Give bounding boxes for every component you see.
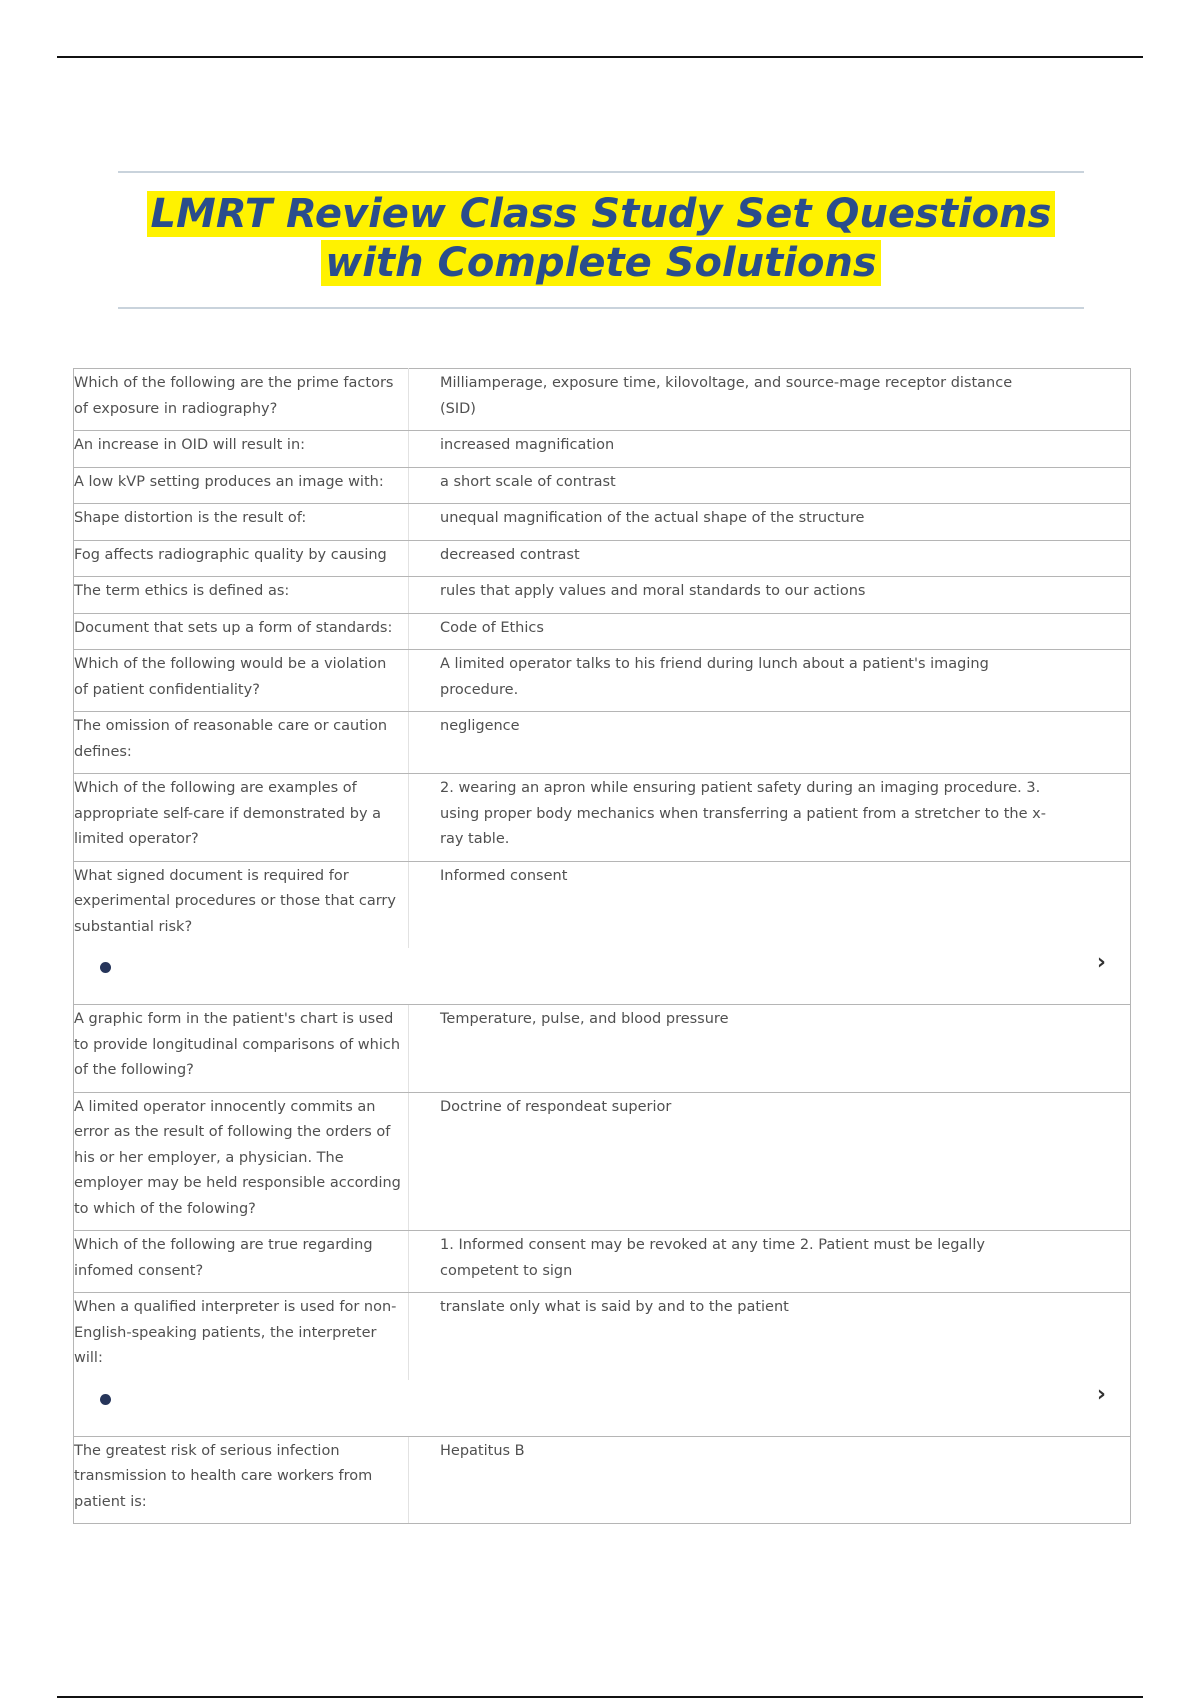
table-row — [74, 650, 1131, 712]
title-bottom-divider — [118, 307, 1084, 309]
answer-cell: 2. wearing an apron while ensuring patient safety during an imaging procedure. 3. using proper body mechanics when transferring a patient from a stretcher to the x-ray table. — [409, 774, 1131, 862]
row-inner — [74, 1293, 1130, 1380]
question-cell: A low kVP setting produces an image with: — [74, 467, 409, 504]
table-row — [74, 369, 1131, 431]
table-row — [74, 467, 1131, 504]
table-row — [74, 504, 1131, 541]
answer-cell: 1. Informed consent may be revoked at any time 2. Patient must be legally competent to sign — [409, 1231, 1131, 1293]
row-footer — [74, 948, 1130, 1004]
answer-cell: A limited operator talks to his friend during lunch about a patient's imaging procedure. — [409, 650, 1131, 712]
chevron-right-icon[interactable]: › — [1096, 950, 1106, 975]
answer-cell: a short scale of contrast — [409, 467, 1131, 504]
table-row — [74, 1092, 1131, 1231]
table-row — [74, 540, 1131, 577]
title-line-1: LMRT Review Class Study Set Questions — [147, 191, 1056, 237]
table-row — [74, 861, 1131, 1005]
question-cell: What signed document is required for experimental procedures or those that carry substantial risk? — [74, 862, 409, 949]
answer-cell: Informed consent — [409, 862, 1131, 949]
table-row — [74, 712, 1131, 774]
question-cell: The omission of reasonable care or caution defines: — [74, 712, 409, 774]
answer-cell: Temperature, pulse, and blood pressure — [409, 1005, 1131, 1093]
row-footer — [74, 1380, 1130, 1436]
table-row — [74, 1436, 1131, 1524]
answer-cell: Code of Ethics — [409, 613, 1131, 650]
question-cell: The greatest risk of serious infection transmission to health care workers from patient is: — [74, 1436, 409, 1524]
question-cell: Shape distortion is the result of: — [74, 504, 409, 541]
table-row — [74, 1005, 1131, 1093]
question-cell: Fog affects radiographic quality by causing — [74, 540, 409, 577]
question-cell: Which of the following would be a violation of patient confidentiality? — [74, 650, 409, 712]
answer-cell: negligence — [409, 712, 1131, 774]
page-top-rule — [57, 56, 1143, 58]
document-title — [118, 190, 1084, 288]
question-cell: Document that sets up a form of standards: — [74, 613, 409, 650]
answer-cell: decreased contrast — [409, 540, 1131, 577]
question-cell: When a qualified interpreter is used for non-English-speaking patients, the interpreter will: — [74, 1293, 409, 1380]
chevron-right-icon[interactable]: › — [1096, 1381, 1106, 1407]
qa-table — [73, 368, 1131, 1524]
title-top-divider — [118, 171, 1084, 173]
table-row-wrapper — [74, 861, 1131, 1005]
question-cell: A limited operator innocently commits an error as the result of following the orders of his or her employer, a physician. The employer may be held responsible according to which of the folowing? — [74, 1092, 409, 1231]
title-line-2: with Complete Solutions — [321, 240, 880, 286]
table-row — [74, 613, 1131, 650]
answer-cell: increased magnification — [409, 431, 1131, 468]
table-row — [74, 577, 1131, 614]
table-row — [74, 774, 1131, 862]
table-row — [74, 431, 1131, 468]
row-inner-table — [74, 1293, 1130, 1380]
row-inner — [74, 862, 1130, 949]
answer-cell: unequal magnification of the actual shape of the structure — [409, 504, 1131, 541]
bullet-dot-icon — [100, 962, 111, 973]
bullet-dot-icon — [100, 1394, 111, 1405]
page-bottom-rule — [57, 1696, 1143, 1698]
question-cell: Which of the following are examples of appropriate self-care if demonstrated by a limited operator? — [74, 774, 409, 862]
table-row — [74, 1231, 1131, 1293]
row-inner-table — [74, 862, 1130, 949]
question-cell: Which of the following are the prime factors of exposure in radiography? — [74, 369, 409, 431]
question-cell: An increase in OID will result in: — [74, 431, 409, 468]
table-row-wrapper — [74, 1293, 1131, 1437]
question-cell: The term ethics is defined as: — [74, 577, 409, 614]
question-cell: Which of the following are true regarding infomed consent? — [74, 1231, 409, 1293]
answer-cell: rules that apply values and moral standards to our actions — [409, 577, 1131, 614]
answer-cell: translate only what is said by and to the patient — [409, 1293, 1131, 1380]
answer-cell: Milliamperage, exposure time, kilovoltage, and source-mage receptor distance (SID) — [409, 369, 1131, 431]
answer-cell: Hepatitus B — [409, 1436, 1131, 1524]
table-row — [74, 1293, 1131, 1437]
answer-cell: Doctrine of respondeat superior — [409, 1092, 1131, 1231]
question-cell: A graphic form in the patient's chart is used to provide longitudinal comparisons of which of the following? — [74, 1005, 409, 1093]
